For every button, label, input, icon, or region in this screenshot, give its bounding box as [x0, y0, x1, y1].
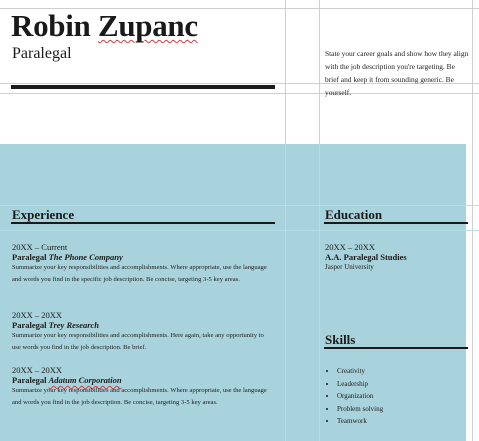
entry-role [12, 320, 274, 330]
skill-item: • Organization [337, 390, 467, 403]
skills-rule [324, 347, 468, 349]
education-school: Jasper University [325, 263, 374, 271]
entry-dates: 20XX – 20XX [12, 365, 63, 375]
header-rule [11, 85, 275, 89]
experience-entry-1[interactable] [12, 242, 274, 286]
entry-description: Summarize your key responsibilities and accomplishments. Where appropriate, use the language and words you find in the specific job description. Be concise, targeting 3-5 key areas. [12, 264, 267, 283]
gridline-h-section-a [0, 205, 479, 206]
entry-company: Trey Research [48, 320, 100, 330]
entry-company: Adatum Corporation [48, 375, 122, 385]
first-name: Robin [11, 8, 91, 43]
skill-item: • Problem solving [337, 403, 467, 416]
entry-description: Summarize your key responsibilities and accomplishments. Where appropriate, use the language and words you find in the job description. Be concise, targeting 3-5 key areas. [12, 387, 267, 406]
job-title[interactable]: Paralegal [12, 45, 72, 62]
entry-title: Paralegal [12, 375, 49, 385]
experience-entry-2[interactable] [12, 310, 274, 354]
entry-title: Paralegal [12, 320, 49, 330]
skills-list[interactable] [325, 365, 467, 428]
skill-item: • Creativity [337, 365, 467, 378]
entry-title: Paralegal [12, 252, 49, 262]
entry-company: The Phone Company [48, 252, 123, 262]
education-heading[interactable]: Education [325, 207, 383, 222]
experience-entry-3[interactable] [12, 365, 274, 409]
experience-heading[interactable]: Experience [12, 207, 75, 222]
candidate-name[interactable] [11, 8, 198, 44]
skills-heading[interactable]: Skills [325, 332, 356, 347]
gridline-v-left-band [285, 144, 286, 441]
skill-item: • Leadership [337, 378, 467, 391]
experience-rule [11, 222, 275, 224]
education-rule [324, 222, 468, 224]
entry-dates: 20XX – Current [12, 242, 68, 252]
objective-text[interactable]: State your career goals and show how they align with the job description you're targeting. Be brief and keep it from sounding generic. Be yourself. [325, 49, 469, 97]
last-name: Zupanc [97, 8, 198, 43]
gridline-v-right [472, 0, 473, 441]
skill-item: • Teamwork [337, 415, 467, 428]
gridline-v-mid-band [319, 144, 320, 441]
entry-role [12, 375, 274, 385]
education-degree: A.A. Paralegal Studies [325, 252, 407, 262]
entry-dates: 20XX – 20XX [12, 310, 63, 320]
entry-description: Summarize your key responsibilities and accomplishments. Here again, take any opportunity to use words you find in the job description. Be brief. [12, 332, 264, 351]
education-entry[interactable] [325, 242, 465, 272]
education-dates: 20XX – 20XX [325, 242, 376, 252]
gridline-h-section-b [0, 230, 479, 231]
entry-role [12, 252, 274, 262]
